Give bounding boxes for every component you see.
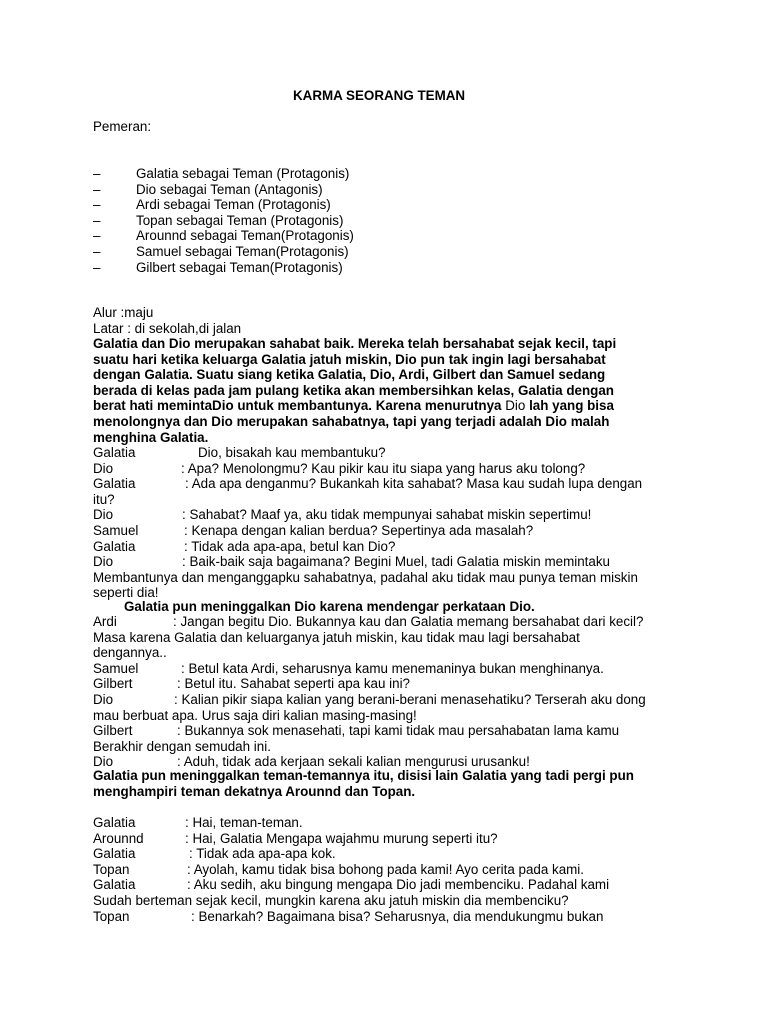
speaker-name: Samuel bbox=[93, 522, 139, 538]
narration-line: menghampiri teman dekatnya Arounnd dan Topan. bbox=[93, 783, 416, 799]
speaker-name: Gilbert bbox=[93, 723, 133, 739]
cast-item bbox=[93, 228, 678, 244]
list-dash: – bbox=[93, 228, 101, 244]
dialogue-line bbox=[93, 614, 678, 661]
narration-line: Galatia dan Dio merupakan sahabat baik. Mereka telah bersahabat sejak kecil, tapi bbox=[93, 336, 617, 351]
cast-item-text: Arounnd sebagai Teman(Protagonis) bbox=[136, 228, 354, 244]
utterance: : Betul itu. Sahabat seperti apa kau ini? bbox=[177, 676, 411, 692]
cast-item-text: Galatia sebagai Teman (Protagonis) bbox=[136, 166, 350, 181]
cast-item-text: Ardi sebagai Teman (Protagonis) bbox=[136, 197, 331, 213]
dialogue-line bbox=[93, 523, 678, 539]
utterance: : Hai, Galatia Mengapa wajahmu murung seperti itu? bbox=[185, 830, 498, 846]
list-dash: – bbox=[93, 166, 101, 181]
setting-line: Latar : di sekolah,di jalan bbox=[93, 321, 242, 336]
cast-item bbox=[93, 213, 678, 229]
narration-line: menghina Galatia. bbox=[93, 429, 209, 445]
cast-item-text: Gilbert sebagai Teman(Protagonis) bbox=[136, 259, 343, 275]
utterance: : Jangan begitu Dio. Bukannya kau dan Galatia memang bersahabat dari kecil? Masa karena Galatia dan keluarganya jatuh miskin, kau tidak mau lagi bersahabat dengannya.. bbox=[93, 614, 644, 661]
cast-item-text: Topan sebagai Teman (Protagonis) bbox=[136, 212, 344, 228]
speaker-name: Dio bbox=[93, 460, 114, 476]
speaker-name: Galatia bbox=[93, 538, 136, 554]
dialogue-section-2 bbox=[93, 614, 678, 770]
speaker-name: Galatia bbox=[93, 877, 136, 893]
utterance: : Ada apa denganmu? Bukankah kita sahabat? Masa kau sudah lupa dengan itu? bbox=[93, 476, 643, 507]
list-dash: – bbox=[93, 197, 101, 213]
narration-meet bbox=[93, 768, 678, 799]
utterance: : Ayolah, kamu tidak bisa bohong pada kami! Ayo cerita pada kami. bbox=[187, 861, 585, 877]
cast-item-text: Samuel sebagai Teman(Protagonis) bbox=[136, 243, 349, 259]
narration-intro bbox=[93, 336, 678, 445]
dialogue-line bbox=[93, 661, 678, 677]
speaker-name: Gilbert bbox=[93, 676, 133, 692]
utterance: : Apa? Menolongmu? Kau pikir kau itu siapa yang harus aku tolong? bbox=[181, 460, 586, 476]
dialogue-section-3 bbox=[93, 815, 678, 924]
utterance: : Hai, teman-teman. bbox=[185, 815, 303, 830]
speaker-name: Topan bbox=[93, 861, 130, 877]
narration-line: menolongnya dan Dio merupakan sahabatnya, tapi yang terjadi adalah Dio malah bbox=[93, 413, 610, 429]
speaker-name: Arounnd bbox=[93, 830, 144, 846]
dialogue-line bbox=[93, 831, 678, 847]
speaker-name: Samuel bbox=[93, 660, 139, 676]
list-dash: – bbox=[93, 259, 101, 275]
utterance: : Kalian pikir siapa kalian yang berani-berani menasehatiku? Terserah aku dong mau berbuat apa. Urus saja diri kalian masing-masing! bbox=[93, 691, 646, 723]
narration-leave: Galatia pun meninggalkan Dio karena mendengar perkataan Dio. bbox=[124, 599, 535, 614]
dialogue-line bbox=[93, 507, 678, 523]
dialogue-line bbox=[93, 692, 678, 723]
dialogue-line bbox=[93, 476, 678, 507]
cast-list bbox=[93, 166, 678, 275]
list-dash: – bbox=[93, 212, 101, 228]
cast-item bbox=[93, 166, 678, 182]
speaker-name: Topan bbox=[93, 908, 130, 924]
narration-line: Galatia pun meninggalkan teman-temannya itu, disisi lain Galatia yang tadi pergi pun bbox=[93, 768, 634, 783]
utterance: : Benarkah? Bagaimana bisa? Seharusnya, dia mendukungmu bukan bbox=[191, 908, 604, 924]
narration-line: suatu hari ketika keluarga Galatia jatuh miskin, Dio pun tak ingin lagi bersahabat bbox=[93, 351, 606, 367]
cast-item bbox=[93, 244, 678, 260]
utterance: : Tidak ada apa-apa kok. bbox=[189, 846, 336, 862]
dialogue-line bbox=[93, 554, 678, 601]
cast-item-text: Dio sebagai Teman (Antagonis) bbox=[136, 181, 323, 197]
utterance: : Baik-baik saja bagaimana? Begini Muel, tadi Galatia miskin memintaku Membantunya dan menganggapku sahabatnya, padahal aku tidak mau punya teman miskin seperti dia! bbox=[93, 554, 638, 601]
speaker-name: Dio bbox=[93, 754, 114, 770]
speaker-name: Ardi bbox=[93, 614, 117, 629]
utterance: : Sahabat? Maaf ya, aku tidak mempunyai sahabat miskin sepertimu! bbox=[182, 507, 592, 523]
cast-item bbox=[93, 197, 678, 213]
dialogue-line bbox=[93, 877, 678, 908]
speaker-name: Galatia bbox=[93, 846, 136, 862]
dialogue-line bbox=[93, 862, 678, 878]
narration-line: berat hati memintaDio untuk membantunya. Karena menurutnya Dio lah yang bisa bbox=[93, 398, 614, 414]
dialogue-section-1 bbox=[93, 445, 678, 601]
list-dash: – bbox=[93, 243, 101, 259]
speaker-name: Galatia bbox=[93, 815, 136, 830]
speaker-name: Galatia bbox=[93, 476, 136, 492]
dialogue-line bbox=[93, 815, 678, 831]
dialogue-line bbox=[93, 676, 678, 692]
dialogue-line bbox=[93, 846, 678, 862]
dialogue-line bbox=[93, 461, 678, 477]
utterance: : Betul kata Ardi, seharusnya kamu menemaninya bukan menghinanya. bbox=[181, 660, 604, 676]
utterance: Dio, bisakah kau membantuku? bbox=[198, 445, 386, 460]
speaker-name: Galatia bbox=[93, 445, 136, 460]
cast-item bbox=[93, 260, 678, 276]
plot-line: Alur :maju bbox=[93, 305, 154, 320]
cast-item bbox=[93, 182, 678, 198]
utterance: : Kenapa dengan kalian berdua? Sepertinya ada masalah? bbox=[184, 522, 534, 538]
dialogue-line bbox=[93, 909, 678, 925]
utterance: : Tidak ada apa-apa, betul kan Dio? bbox=[184, 538, 396, 554]
speaker-name: Dio bbox=[93, 554, 114, 570]
dialogue-line bbox=[93, 445, 678, 461]
narration-line: berada di kelas pada jam pulang ketika akan membersihkan kelas, Galatia dengan bbox=[93, 382, 614, 398]
dialogue-line bbox=[93, 539, 678, 555]
list-dash: – bbox=[93, 181, 101, 197]
narration-line: dengan Galatia. Suatu siang ketika Galatia, Dio, Ardi, Gilbert dan Samuel sedang bbox=[93, 367, 606, 383]
cast-heading: Pemeran: bbox=[93, 119, 152, 134]
utterance: : Aduh, tidak ada kerjaan sekali kalian mengurusi urusanku! bbox=[177, 754, 530, 770]
utterance: : Bukannya sok menasehati, tapi kami tidak mau persahabatan lama kamu Berakhir dengan semudah ini. bbox=[93, 723, 620, 754]
speaker-name: Dio bbox=[93, 507, 114, 523]
utterance: : Aku sedih, aku bingung mengapa Dio jadi membenciku. Padahal kami Sudah berteman sejak kecil, mungkin karena aku jatuh miskin dia membenciku? bbox=[93, 877, 610, 908]
speaker-name: Dio bbox=[93, 691, 114, 707]
document-title: KARMA SEORANG TEMAN bbox=[293, 88, 466, 103]
dialogue-line bbox=[93, 723, 678, 754]
